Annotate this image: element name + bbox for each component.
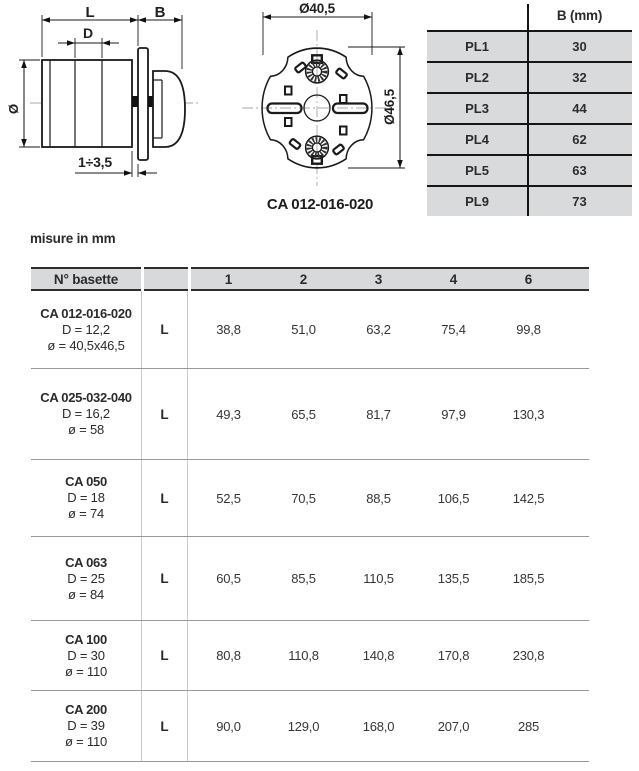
hole	[340, 95, 347, 103]
table-row	[31, 621, 589, 691]
model-d: D = 18	[67, 490, 105, 505]
column-header: 6	[524, 272, 533, 287]
hole	[285, 87, 292, 95]
table-row	[427, 61, 632, 92]
value: 52,5	[216, 490, 241, 506]
dimensions-table	[31, 267, 589, 762]
tab-bottom-right	[333, 144, 345, 155]
model-name: CA 012-016-020	[40, 305, 132, 321]
column-header-basette: N° basette	[31, 267, 141, 291]
value: 110,8	[288, 648, 319, 663]
column-header: 3	[374, 272, 383, 287]
table-row	[427, 123, 632, 154]
value: 130,3	[512, 406, 545, 422]
model-d: D = 16,2	[62, 406, 110, 421]
model-diameter: ø = 58	[67, 422, 105, 437]
value: 99,8	[516, 322, 541, 337]
column-header: 4	[449, 272, 458, 287]
value: 129,0	[287, 718, 320, 734]
value: 75,4	[441, 322, 466, 337]
column-headers-counts	[191, 267, 589, 291]
model-label: PL1	[465, 39, 489, 54]
model-label: PL3	[465, 101, 489, 116]
model-value: 62	[572, 132, 587, 147]
value: 81,7	[366, 406, 391, 422]
table-row	[427, 185, 632, 216]
model-value: 63	[572, 163, 587, 178]
value: 170,8	[437, 648, 470, 663]
value: 80,8	[216, 648, 241, 663]
tab-top-left	[295, 62, 307, 73]
model-value: 44	[572, 101, 587, 116]
model-label: PL5	[465, 163, 489, 178]
tab-bottom-left	[289, 139, 301, 150]
l-label: L	[141, 291, 188, 368]
hole	[340, 127, 347, 135]
value: 49,3	[216, 406, 241, 422]
value: 85,5	[291, 571, 316, 586]
dim-label-gap: 1÷3,5	[78, 154, 112, 170]
value: 230,8	[512, 648, 545, 663]
column-header: 1	[224, 272, 233, 287]
value: 285	[517, 718, 540, 734]
model-name: CA 200	[65, 702, 107, 717]
column-header: 2	[299, 272, 308, 287]
value: 88,5	[366, 490, 391, 506]
dim-label-B: B	[154, 4, 166, 21]
model-diameter: ø = 110	[64, 663, 108, 679]
table-divider	[527, 4, 529, 216]
model-label: PL2	[465, 70, 489, 85]
model-name: CA 100	[65, 631, 107, 647]
flange	[138, 48, 148, 160]
l-label: L	[141, 369, 188, 459]
value: 65,5	[291, 406, 316, 422]
model-diameter: ø = 84	[67, 586, 105, 602]
value: 168,0	[362, 718, 395, 734]
knob	[153, 71, 185, 147]
model-diameter: ø = 74	[67, 506, 105, 521]
model-d: D = 25	[67, 570, 105, 586]
side-view-drawing	[5, 5, 215, 195]
value: 142,5	[512, 490, 545, 506]
dim-label-D: D	[83, 25, 93, 41]
model-diameter: ø = 40,5x46,5	[47, 337, 125, 353]
value: 51,0	[291, 322, 316, 337]
model-name: CA 050	[65, 474, 107, 489]
table-row	[427, 30, 632, 61]
table-row	[31, 369, 589, 460]
model-label: PL9	[465, 194, 489, 209]
value: 90,0	[216, 718, 241, 734]
figure-caption: CA 012-016-020	[266, 196, 374, 213]
l-label: L	[141, 621, 188, 690]
value: 185,5	[512, 571, 545, 586]
table-row	[31, 537, 589, 621]
model-value: 73	[572, 194, 587, 209]
dim-label-diameter: Ø	[6, 104, 21, 114]
l-label: L	[141, 691, 188, 761]
value: 135,5	[437, 571, 470, 586]
table-row	[427, 92, 632, 123]
value: 110,5	[363, 571, 394, 586]
column-header-spacer	[144, 267, 188, 291]
model-name: CA 025-032-040	[40, 390, 132, 405]
model-value: 32	[572, 70, 587, 85]
model-name: CA 063	[65, 554, 107, 570]
dim-label-L: L	[85, 4, 95, 21]
units-note: misure in mm	[30, 231, 116, 246]
table-row	[31, 460, 589, 537]
b-dimension-table	[427, 4, 632, 216]
switch-body	[42, 60, 132, 147]
table-row	[31, 291, 589, 369]
model-value: 30	[572, 39, 587, 54]
value: 60,5	[216, 571, 241, 586]
value: 106,5	[437, 490, 470, 506]
hole	[285, 118, 292, 126]
model-d: D = 30	[67, 647, 105, 663]
model-d: D = 12,2	[62, 321, 110, 337]
l-label: L	[141, 537, 188, 620]
dim-label-width: Ø40,5	[299, 1, 335, 16]
value: 207,0	[437, 718, 470, 734]
value: 38,8	[216, 322, 241, 337]
value: 63,2	[366, 322, 391, 337]
model-d: D = 39	[67, 718, 105, 733]
dim-label-height: Ø46,5	[382, 89, 397, 125]
b-table-header-label: B (mm)	[556, 8, 603, 23]
value: 70,5	[291, 490, 316, 506]
dimensions-table-header	[31, 267, 589, 291]
shaft-left	[132, 96, 138, 107]
model-diameter: ø = 110	[64, 734, 108, 749]
table-row	[31, 691, 589, 762]
l-label: L	[141, 460, 188, 536]
tab-top-right	[336, 68, 348, 79]
b-table-header	[427, 4, 632, 30]
value: 97,9	[441, 406, 466, 422]
front-view-drawing	[230, 0, 420, 195]
model-label: PL4	[465, 132, 489, 147]
value: 140,8	[362, 648, 395, 663]
table-row	[427, 154, 632, 185]
